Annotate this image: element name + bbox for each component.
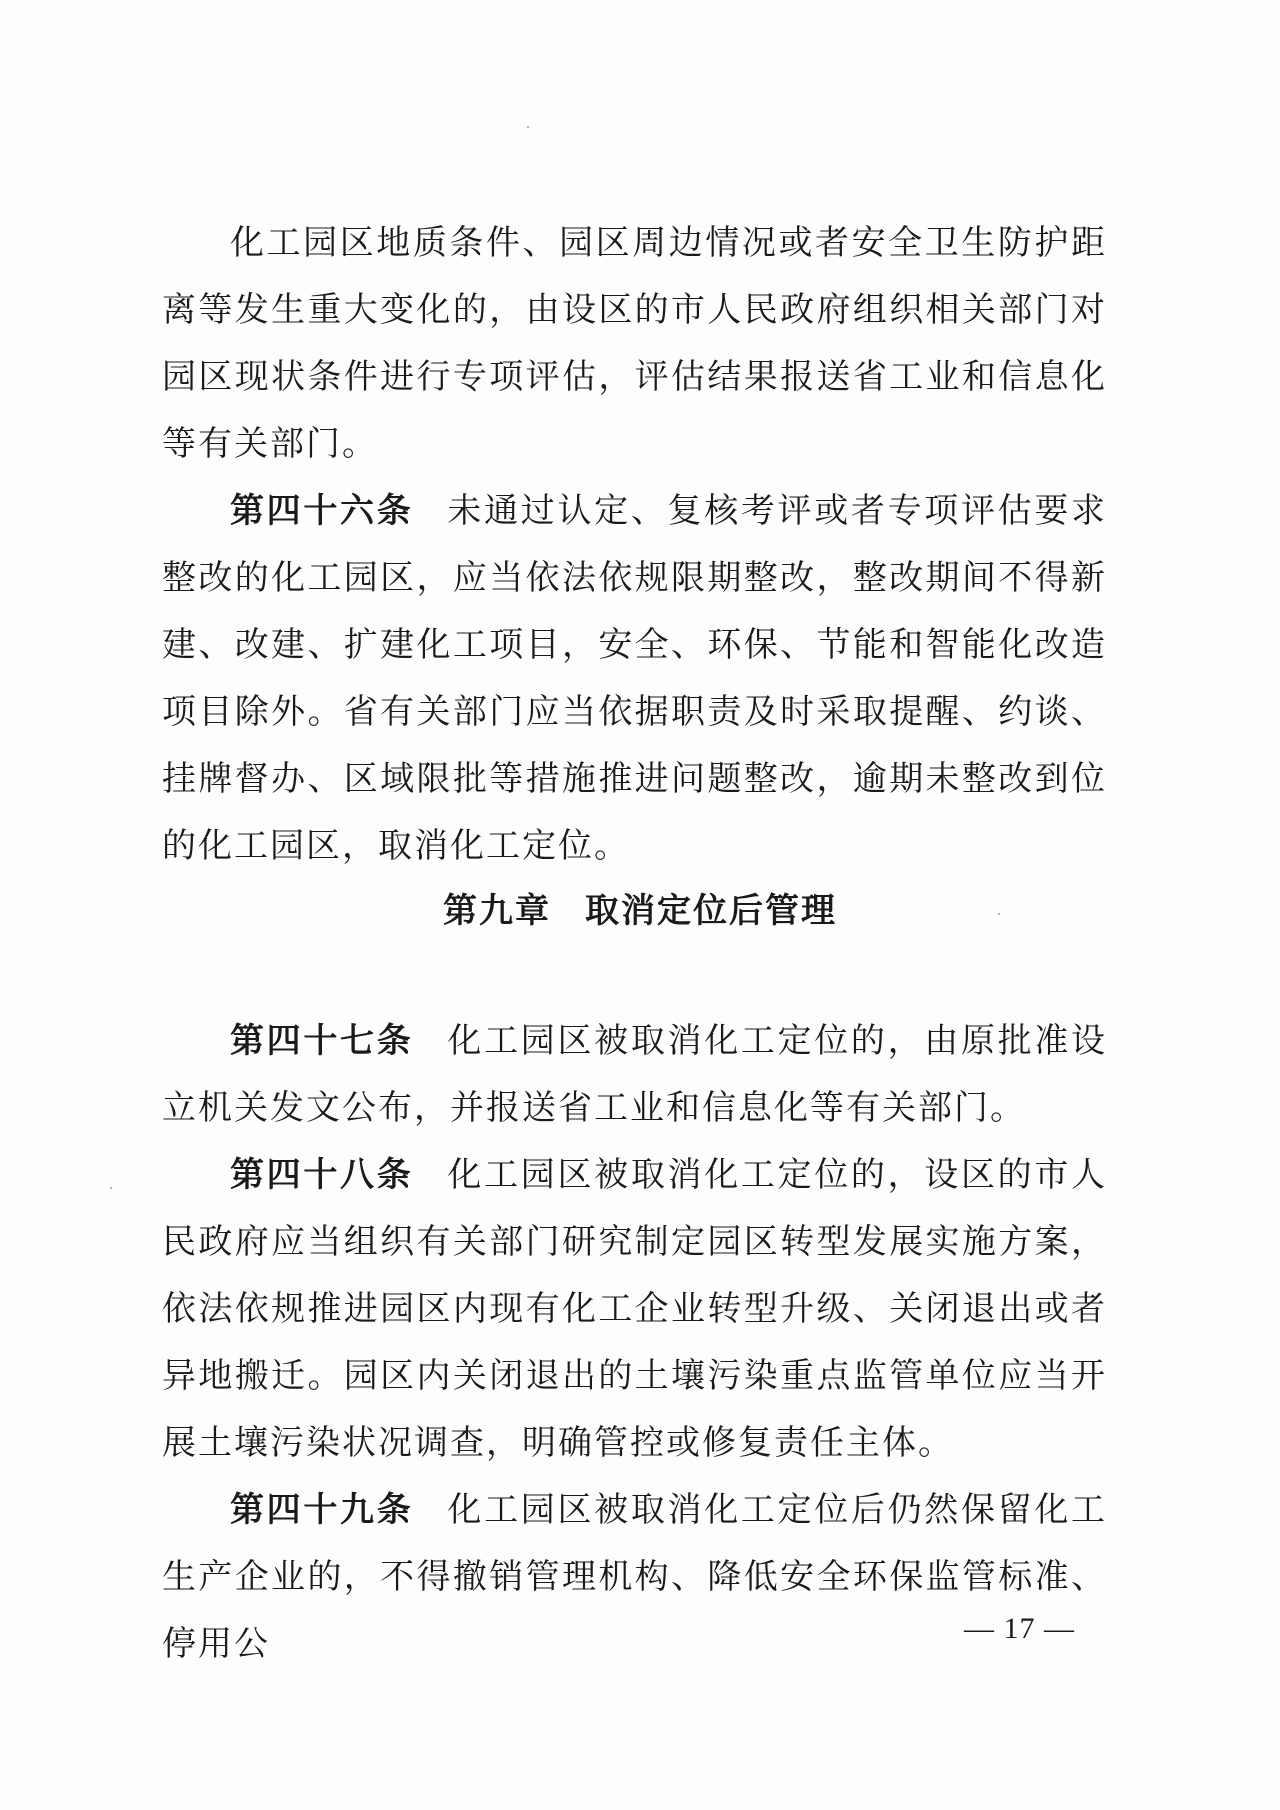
page-number: — 17 — — [964, 1612, 1075, 1645]
article-47 — [162, 1008, 1107, 1142]
article-text: 未通过认定、复核考评或者专项评估要求整改的化工园区，应当依法依规限期整改，整改期间不得新建、改建、扩建化工项目，安全、环保、节能和智能化改造项目除外。省有关部门应当依据职责及时采取提醒、约谈、挂牌督办、区域限批等措施推进问题整改，逾期未整改到位的化工园区，取消化工定位。 — [162, 491, 1108, 866]
article-number: 第四十八条 — [230, 1155, 414, 1195]
article-number: 第四十七条 — [230, 1021, 414, 1061]
article-text: 化工园区被取消化工定位后仍然保留化工生产企业的，不得撤销管理机构、降低安全环保监管标准、停用公 — [162, 1490, 1108, 1664]
chapter-heading — [0, 883, 1280, 932]
article-text: 化工园区被取消化工定位的，设区的市人民政府应当组织有关部门研究制定园区转型发展实施方案，依法依规推进园区内现有化工企业转型升级、关闭退出或者异地搬迁。园区内关闭退出的土壤污染重点监管单位应当开展土壤污染状况调查，明确管控或修复责任主体。 — [162, 1155, 1108, 1463]
body-text-upper — [162, 210, 1107, 880]
scan-speck — [110, 1187, 112, 1189]
article-number: 第四十九条 — [230, 1490, 414, 1530]
article-49 — [162, 1477, 1107, 1678]
article-48 — [162, 1142, 1107, 1477]
chapter-title: 取消定位后管理 — [585, 891, 837, 931]
continuation-paragraph: 化工园区地质条件、园区周边情况或者安全卫生防护距离等发生重大变化的，由设区的市人民政府组织相关部门对园区现状条件进行专项评估，评估结果报送省工业和信息化等有关部门。 — [162, 223, 1107, 464]
scan-speck — [527, 126, 529, 128]
body-text-lower — [162, 1008, 1107, 1678]
article-text: 化工园区被取消化工定位的，由原批准设立机关发文公布，并报送省工业和信息化等有关部门。 — [162, 1021, 1108, 1128]
article-number: 第四十六条 — [230, 491, 414, 531]
chapter-number: 第九章 — [443, 891, 551, 931]
article-46 — [162, 478, 1107, 880]
